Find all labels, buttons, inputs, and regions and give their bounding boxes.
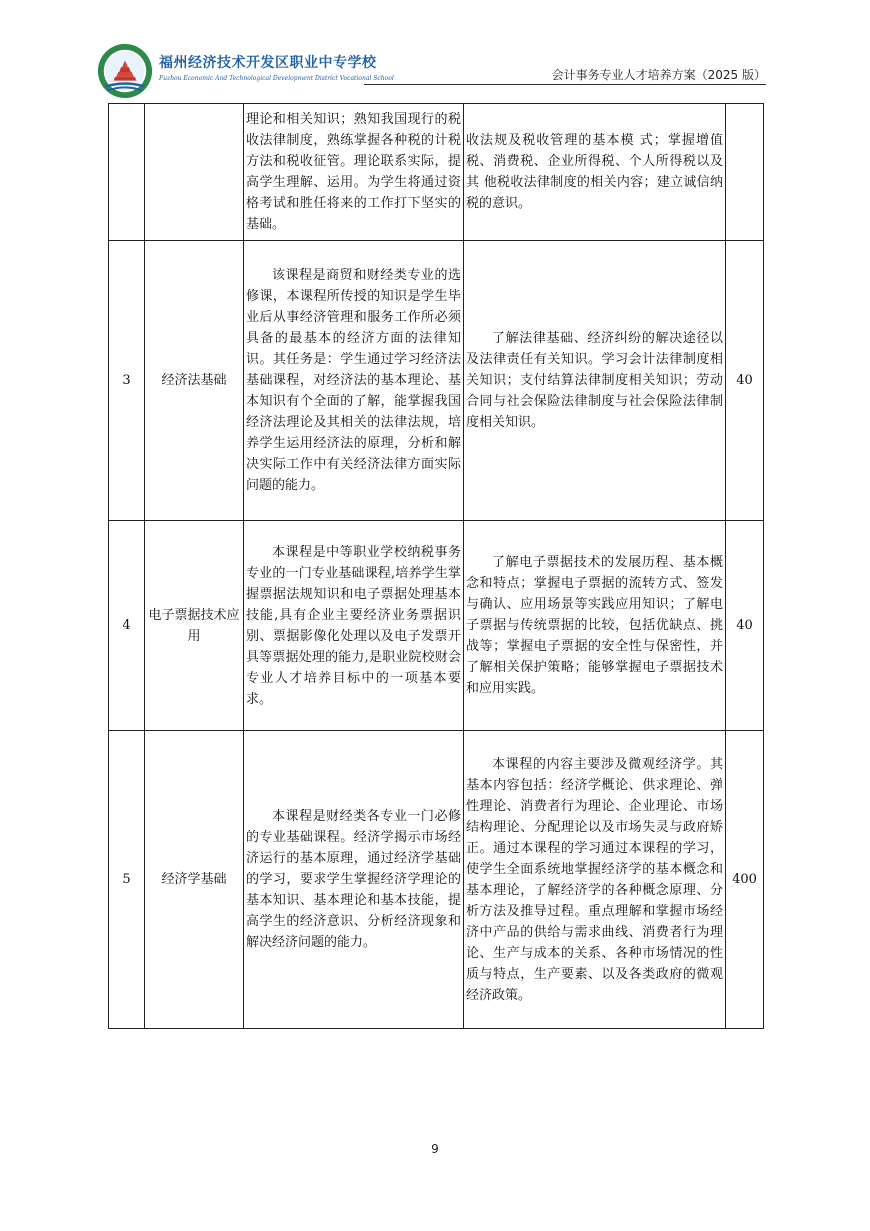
course-objective: 该课程是商贸和财经类专业的选修课，本课程所传授的知识是学生毕业后从事经济管理和服务工作所必须具备的最基本的经济方面的法律知识。其任务是：学生通过学习经济法基础课程，对经济法的基本理论、基本知识有个全面的了解，能掌握我国经济法理论及其相关的法律法规，培养学生运用经济法的原理，分析和解决实际工作中有关经济法律方面实际问题的能力。 <box>246 268 461 493</box>
course-number <box>109 104 145 241</box>
course-name <box>145 104 244 241</box>
course-name: 经济学基础 <box>145 731 244 1029</box>
course-objective: 理论和相关知识；熟知我国现行的税收法律制度，熟练掌握各种税的计税方法和税收征管。理论联系实际，提高学生理解、运用。为学生将通过资格考试和胜任将来的工作打下坚实的基础。 <box>244 104 464 241</box>
school-name: 福州经济技术开发区职业中专学校 <box>159 55 377 71</box>
school-name-en: Fuzhou Economic And Technological Development District Vocational School <box>159 75 394 82</box>
course-name: 经济法基础 <box>145 241 244 521</box>
course-content: 本课程的内容主要涉及微观经济学。其基本内容包括：经济学概论、供求理论、弹性理论、消费者行为理论、企业理论、市场结构理论、分配理论以及市场失灵与政府矫正。通过本课程的学习通过本课程的学习，使学生全面系统地掌握经济学的基本概念和基本理论，了解经济学的各种概念原理、分析方法及推导过程。重点理解和掌握市场经济中产品的供给与需求曲线、消费者行为理论、生产与成本的关系、各种市场情况的性质与特点，生产要素、以及各类政府的微观经济政策。 <box>466 756 723 1003</box>
course-number: 4 <box>109 521 145 731</box>
course-hours: 400 <box>726 731 764 1029</box>
course-objective: 本课程是财经类各专业一门必修的专业基础课程。经济学揭示市场经济运行的基本原理，通过经济学基础的学习，要求学生掌握经济学理论的基本知识、基本理论和基本技能，提高学生的经济意识、分析经济现象和解决经济问题的能力。 <box>246 809 461 950</box>
document-title: 会计事务专业人才培养方案（2025 版） <box>551 68 766 82</box>
course-number: 5 <box>109 731 145 1029</box>
school-logo-icon <box>96 42 154 100</box>
course-hours: 40 <box>726 241 764 521</box>
table-row <box>109 104 764 241</box>
page-header <box>96 40 766 100</box>
page-number: 9 <box>431 1142 439 1156</box>
course-hours <box>726 104 764 241</box>
course-name: 电子票据技术应用 <box>145 521 244 731</box>
course-content: 收法规及税收管理的基本模 式；掌握增值税、消费税、企业所得税、个人所得税以及其 他税收法律制度的相关内容；建立诚信纳税的意识。 <box>464 104 726 241</box>
table-row <box>109 521 764 731</box>
course-content: 了解法律基础、经济纠纷的解决途径以及法律责任有关知识。学习会计法律制度相关知识；支付结算法律制度相关知识；劳动合同与社会保险法律制度与社会保险法律制度相关知识。 <box>466 331 723 430</box>
course-content: 了解电子票据技术的发展历程、基本概念和特点；掌握电子票据的流转方式、签发与确认、应用场景等实践应用知识；了解电子票据与传统票据的比较，包括优缺点、挑战等；掌握电子票据的安全性与保密性，并了解相关保护策略；能够掌握电子票据技术和应用实践。 <box>466 555 723 696</box>
table-row <box>109 731 764 1029</box>
header-divider <box>364 84 766 85</box>
course-hours: 40 <box>726 521 764 731</box>
table-row <box>109 241 764 521</box>
course-number: 3 <box>109 241 145 521</box>
course-table <box>108 103 764 1029</box>
course-objective: 本课程是中等职业学校纳税事务专业的一门专业基础课程,培养学生掌握票据法规知识和电子票据处理基本技能,具有企业主要经济业务票据识别、票据影像化处理以及电子发票开具等票据处理的能力,是职业院校财会专业人才培养目标中的一项基本要求。 <box>246 544 461 707</box>
